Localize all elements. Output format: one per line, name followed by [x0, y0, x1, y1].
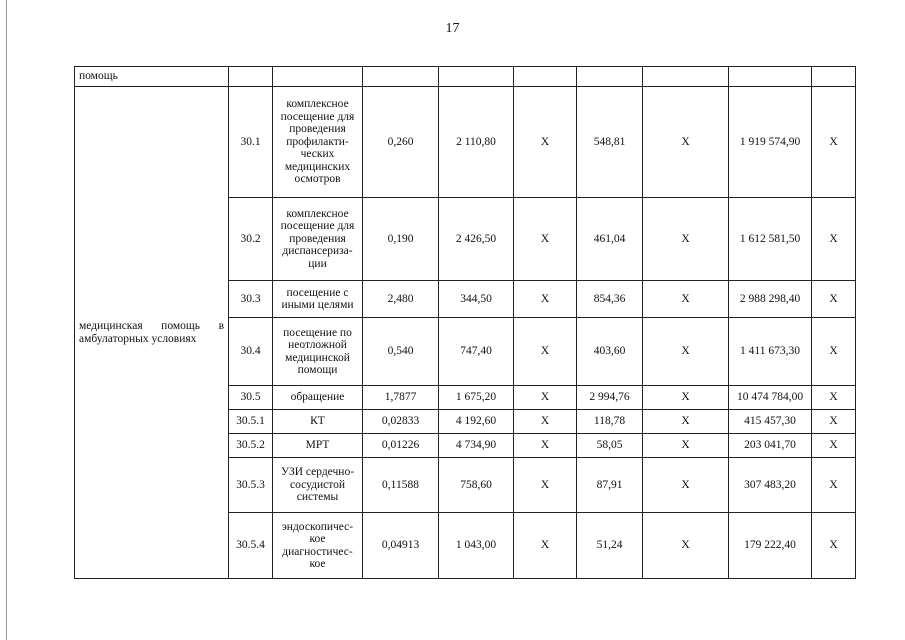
cell-value: X [514, 410, 577, 434]
cell-value: 0,04913 [363, 513, 439, 579]
cell-value: 203 041,70 [729, 434, 812, 458]
cell-value: X [514, 434, 577, 458]
cell-value: X [812, 318, 856, 386]
cell-value: 1,7877 [363, 386, 439, 410]
cell-value: X [812, 410, 856, 434]
cell-value: 0,01226 [363, 434, 439, 458]
group-label: медицинская помощь в амбулаторных условиях [75, 87, 229, 579]
row-code: 30.3 [229, 281, 273, 318]
cell-value: 10 474 784,00 [729, 386, 812, 410]
cell-value: 179 222,40 [729, 513, 812, 579]
cell-value: X [514, 458, 577, 513]
cell-value: 1 675,20 [439, 386, 514, 410]
row-code: 30.5 [229, 386, 273, 410]
cell-value: 2 110,80 [439, 87, 514, 198]
cell-value: X [643, 513, 729, 579]
cell-value: 2 426,50 [439, 198, 514, 281]
cell-value: 403,60 [577, 318, 643, 386]
cell-value: 1 919 574,90 [729, 87, 812, 198]
cell-value: X [812, 434, 856, 458]
cell-value: X [643, 458, 729, 513]
cell-value: 58,05 [577, 434, 643, 458]
row-name: УЗИ сердечно-сосудистой системы [273, 458, 363, 513]
cell-value: X [643, 198, 729, 281]
cell-value: X [812, 513, 856, 579]
cell-value: 344,50 [439, 281, 514, 318]
cell-value: 4 734,90 [439, 434, 514, 458]
row-name: посещение по неотложной медицинской помощи [273, 318, 363, 386]
cell-value: X [514, 198, 577, 281]
cell-value: X [812, 458, 856, 513]
cell-value: X [643, 318, 729, 386]
cell-value: 854,36 [577, 281, 643, 318]
row-name: комплексное посещение для проведения профилакти-ческих медицинских осмотров [273, 87, 363, 198]
cell-value: 4 192,60 [439, 410, 514, 434]
cell-value: 461,04 [577, 198, 643, 281]
row-name: комплексное посещение для проведения диспансериза-ции [273, 198, 363, 281]
cell-value: 0,02833 [363, 410, 439, 434]
cell-value: 548,81 [577, 87, 643, 198]
cell-value: 118,78 [577, 410, 643, 434]
cell-value: 0,260 [363, 87, 439, 198]
cell-value: X [812, 386, 856, 410]
row-code: 30.1 [229, 87, 273, 198]
cell-value: 2 994,76 [577, 386, 643, 410]
cell-value: 51,24 [577, 513, 643, 579]
continuation-label: помощь [75, 67, 229, 87]
cell-value: 0,190 [363, 198, 439, 281]
cell-value: 1 043,00 [439, 513, 514, 579]
cell-value: 0,540 [363, 318, 439, 386]
table-row [75, 67, 856, 87]
row-name: МРТ [273, 434, 363, 458]
cell-value: X [643, 87, 729, 198]
cell-value: 87,91 [577, 458, 643, 513]
cell-value: 1 612 581,50 [729, 198, 812, 281]
cell-value: 747,40 [439, 318, 514, 386]
row-code: 30.5.2 [229, 434, 273, 458]
cell-value: 2,480 [363, 281, 439, 318]
cell-value: X [812, 87, 856, 198]
cell-value: X [643, 386, 729, 410]
row-code: 30.4 [229, 318, 273, 386]
cell-value: X [514, 513, 577, 579]
row-code: 30.5.1 [229, 410, 273, 434]
page-number: 17 [445, 21, 460, 36]
cell-value: 0,11588 [363, 458, 439, 513]
row-name: посещение с иными целями [273, 281, 363, 318]
cell-value: X [514, 386, 577, 410]
table-row [75, 87, 856, 198]
cell-value: X [514, 318, 577, 386]
cell-value: X [514, 87, 577, 198]
cell-value: 307 483,20 [729, 458, 812, 513]
row-name: КТ [273, 410, 363, 434]
row-code: 30.5.3 [229, 458, 273, 513]
row-name: эндоскопичес-кое диагностичес-кое [273, 513, 363, 579]
row-name: обращение [273, 386, 363, 410]
cell-value: X [643, 410, 729, 434]
page-margin-line [6, 0, 7, 640]
cell-value: X [812, 198, 856, 281]
cell-value: X [643, 281, 729, 318]
row-code: 30.5.4 [229, 513, 273, 579]
cell-value: X [643, 434, 729, 458]
cell-value: 758,60 [439, 458, 514, 513]
cell-value: 1 411 673,30 [729, 318, 812, 386]
cell-value: X [514, 281, 577, 318]
cell-value: X [812, 281, 856, 318]
cell-value: 415 457,30 [729, 410, 812, 434]
cell-value: 2 988 298,40 [729, 281, 812, 318]
data-table [74, 66, 856, 579]
row-code: 30.2 [229, 198, 273, 281]
